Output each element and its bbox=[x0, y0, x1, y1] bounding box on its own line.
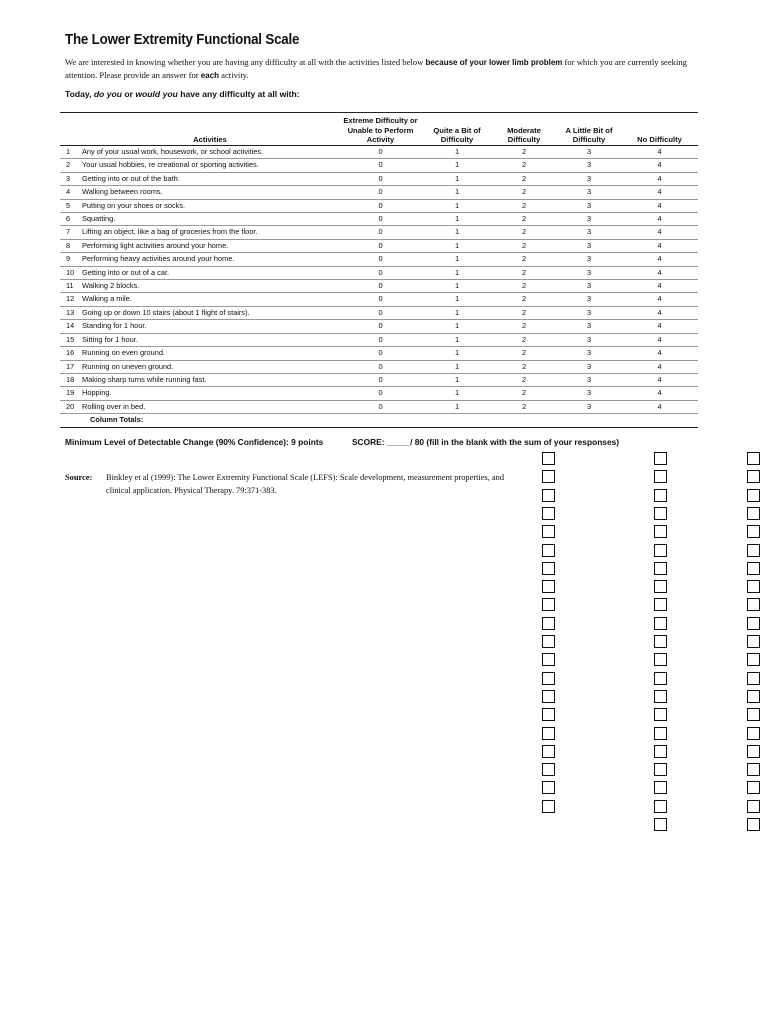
score-quite[interactable]: 1 bbox=[423, 172, 491, 185]
checkbox[interactable] bbox=[654, 800, 667, 813]
row-number: 8 bbox=[60, 239, 82, 252]
score-little[interactable]: 3 bbox=[557, 333, 621, 346]
score-none[interactable]: 4 bbox=[621, 266, 698, 279]
row-number: 19 bbox=[60, 387, 82, 400]
row-number: 15 bbox=[60, 333, 82, 346]
checkbox[interactable] bbox=[542, 690, 555, 703]
checkbox[interactable] bbox=[542, 635, 555, 648]
checkbox[interactable] bbox=[747, 489, 760, 502]
checkbox[interactable] bbox=[747, 470, 760, 483]
checkbox[interactable] bbox=[542, 672, 555, 685]
checkbox[interactable] bbox=[654, 635, 667, 648]
table-row bbox=[60, 226, 698, 239]
score-extreme[interactable]: 0 bbox=[338, 306, 423, 319]
source-label: Source: bbox=[65, 473, 93, 482]
checkbox[interactable] bbox=[747, 562, 760, 575]
score-none[interactable]: 4 bbox=[621, 320, 698, 333]
checkbox[interactable] bbox=[542, 617, 555, 630]
activity-label: Getting into or out of the bath. bbox=[82, 172, 338, 185]
score-little[interactable]: 3 bbox=[557, 360, 621, 373]
checkbox[interactable] bbox=[542, 763, 555, 776]
score-quite[interactable]: 1 bbox=[423, 199, 491, 212]
checkbox[interactable] bbox=[542, 544, 555, 557]
score-extreme[interactable]: 0 bbox=[338, 266, 423, 279]
score-little[interactable]: 3 bbox=[557, 306, 621, 319]
header-number bbox=[60, 113, 82, 146]
checkbox[interactable] bbox=[542, 800, 555, 813]
activity-label: Hopping. bbox=[82, 387, 338, 400]
checkbox[interactable] bbox=[747, 781, 760, 794]
checkbox[interactable] bbox=[747, 763, 760, 776]
checkbox[interactable] bbox=[747, 727, 760, 740]
score-moderate[interactable]: 2 bbox=[491, 306, 557, 319]
checkbox[interactable] bbox=[654, 617, 667, 630]
score-extreme[interactable]: 0 bbox=[338, 226, 423, 239]
checkbox[interactable] bbox=[654, 452, 667, 465]
checkbox[interactable] bbox=[747, 580, 760, 593]
checkbox[interactable] bbox=[654, 489, 667, 502]
score-little[interactable]: 3 bbox=[557, 146, 621, 159]
activity-label: Sitting for 1 hour. bbox=[82, 333, 338, 346]
row-number: 1 bbox=[60, 146, 82, 159]
activity-label: Running on uneven ground. bbox=[82, 360, 338, 373]
checkbox[interactable] bbox=[542, 507, 555, 520]
row-number: 7 bbox=[60, 226, 82, 239]
score-quite[interactable]: 1 bbox=[423, 226, 491, 239]
score-quite[interactable]: 1 bbox=[423, 320, 491, 333]
checkbox[interactable] bbox=[747, 617, 760, 630]
checkbox[interactable] bbox=[654, 727, 667, 740]
row-number: 16 bbox=[60, 347, 82, 360]
score-little[interactable]: 3 bbox=[557, 186, 621, 199]
score-little[interactable]: 3 bbox=[557, 373, 621, 386]
column-totals-row bbox=[60, 414, 698, 427]
score-moderate[interactable]: 2 bbox=[491, 186, 557, 199]
score-moderate[interactable]: 2 bbox=[491, 293, 557, 306]
score-little[interactable]: 3 bbox=[557, 400, 621, 413]
activity-label: Going up or down 10 stairs (about 1 flight of stairs). bbox=[82, 306, 338, 319]
score-little[interactable]: 3 bbox=[557, 347, 621, 360]
score-extreme[interactable]: 0 bbox=[338, 347, 423, 360]
checkbox[interactable] bbox=[747, 635, 760, 648]
score-quite[interactable]: 1 bbox=[423, 347, 491, 360]
score-quite[interactable]: 1 bbox=[423, 360, 491, 373]
row-number: 18 bbox=[60, 373, 82, 386]
row-number: 5 bbox=[60, 199, 82, 212]
score-moderate[interactable]: 2 bbox=[491, 347, 557, 360]
score-extreme[interactable]: 0 bbox=[338, 293, 423, 306]
table-row bbox=[60, 387, 698, 400]
intro-paragraph: We are interested in knowing whether you are having any difficulty at all with the activities listed below because of your lower limb problem for which you are currently seeking attention. Please provide an answer for each activity. bbox=[65, 57, 687, 80]
checkbox[interactable] bbox=[654, 470, 667, 483]
score-extreme[interactable]: 0 bbox=[338, 400, 423, 413]
score-moderate[interactable]: 2 bbox=[491, 400, 557, 413]
checkbox[interactable] bbox=[654, 818, 667, 831]
activity-label: Your usual hobbies, re creational or sporting activities. bbox=[82, 159, 338, 172]
table-row bbox=[60, 293, 698, 306]
row-number: 12 bbox=[60, 293, 82, 306]
lefs-table bbox=[60, 113, 698, 428]
table-row bbox=[60, 373, 698, 386]
score-none[interactable]: 4 bbox=[621, 146, 698, 159]
activity-label: Rolling over in bed. bbox=[82, 400, 338, 413]
row-number: 14 bbox=[60, 320, 82, 333]
table-row bbox=[60, 199, 698, 212]
score-none[interactable]: 4 bbox=[621, 347, 698, 360]
detectable-change-line bbox=[65, 437, 619, 447]
score-extreme[interactable]: 0 bbox=[338, 387, 423, 400]
activity-label: Lifting an object, like a bag of groceries from the floor. bbox=[82, 226, 338, 239]
score-little[interactable]: 3 bbox=[557, 226, 621, 239]
checkbox[interactable] bbox=[542, 653, 555, 666]
score-extreme[interactable]: 0 bbox=[338, 159, 423, 172]
row-number: 3 bbox=[60, 172, 82, 185]
table-row bbox=[60, 159, 698, 172]
score-little[interactable]: 3 bbox=[557, 293, 621, 306]
checkbox[interactable] bbox=[542, 470, 555, 483]
checkbox[interactable] bbox=[747, 800, 760, 813]
score-extreme[interactable]: 0 bbox=[338, 146, 423, 159]
score-moderate[interactable]: 2 bbox=[491, 172, 557, 185]
score-moderate[interactable]: 2 bbox=[491, 199, 557, 212]
checkbox[interactable] bbox=[747, 745, 760, 758]
checkbox[interactable] bbox=[747, 653, 760, 666]
checkbox[interactable] bbox=[542, 708, 555, 721]
total-extreme[interactable] bbox=[338, 414, 423, 427]
table-row bbox=[60, 306, 698, 319]
score-quite[interactable]: 1 bbox=[423, 333, 491, 346]
table-row bbox=[60, 253, 698, 266]
score-none[interactable]: 4 bbox=[621, 306, 698, 319]
table-row bbox=[60, 146, 698, 159]
checkbox[interactable] bbox=[654, 763, 667, 776]
score-moderate[interactable]: 2 bbox=[491, 373, 557, 386]
checkbox[interactable] bbox=[747, 708, 760, 721]
score-little[interactable]: 3 bbox=[557, 199, 621, 212]
header-a-little-bit: A Little Bit of Difficulty bbox=[557, 113, 621, 146]
score-quite[interactable]: 1 bbox=[423, 373, 491, 386]
score-none[interactable]: 4 bbox=[621, 253, 698, 266]
score-moderate[interactable]: 2 bbox=[491, 226, 557, 239]
activity-label: Walking between rooms. bbox=[82, 186, 338, 199]
score-little[interactable]: 3 bbox=[557, 280, 621, 293]
checkbox[interactable] bbox=[654, 690, 667, 703]
score-little[interactable]: 3 bbox=[557, 320, 621, 333]
score-little[interactable]: 3 bbox=[557, 253, 621, 266]
checkbox[interactable] bbox=[747, 672, 760, 685]
activity-label: Walking 2 blocks. bbox=[82, 280, 338, 293]
score-quite[interactable]: 1 bbox=[423, 280, 491, 293]
detectable-change-text: Minimum Level of Detectable Change (90% Confidence): 9 points bbox=[65, 437, 324, 447]
score-moderate[interactable]: 2 bbox=[491, 387, 557, 400]
source-line-1: Binkley et al (1999): The Lower Extremity Functional Scale (LEFS): Scale development, measurement properties, and bbox=[106, 473, 505, 482]
checkbox[interactable] bbox=[654, 653, 667, 666]
checkbox[interactable] bbox=[542, 489, 555, 502]
score-moderate[interactable]: 2 bbox=[491, 333, 557, 346]
header-moderate: Moderate Difficulty bbox=[491, 113, 557, 146]
score-quite[interactable]: 1 bbox=[423, 253, 491, 266]
checkbox[interactable] bbox=[747, 818, 760, 831]
score-extreme[interactable]: 0 bbox=[338, 333, 423, 346]
row-number: 6 bbox=[60, 213, 82, 226]
checkbox[interactable] bbox=[542, 598, 555, 611]
score-moderate[interactable]: 2 bbox=[491, 266, 557, 279]
checkbox[interactable] bbox=[654, 672, 667, 685]
total-moderate[interactable] bbox=[491, 414, 557, 427]
score-quite[interactable]: 1 bbox=[423, 213, 491, 226]
table-row bbox=[60, 320, 698, 333]
checkbox[interactable] bbox=[542, 562, 555, 575]
checkbox[interactable] bbox=[654, 598, 667, 611]
table-header-row bbox=[60, 113, 698, 146]
score-quite[interactable]: 1 bbox=[423, 387, 491, 400]
table-row bbox=[60, 347, 698, 360]
score-field[interactable]: SCORE: _____/ 80 (fill in the blank with the sum of your responses) bbox=[351, 437, 620, 447]
score-moderate[interactable]: 2 bbox=[491, 320, 557, 333]
row-number: 17 bbox=[60, 360, 82, 373]
activity-label: Running on even ground. bbox=[82, 347, 338, 360]
score-moderate[interactable]: 2 bbox=[491, 280, 557, 293]
checkbox[interactable] bbox=[654, 745, 667, 758]
activity-label: Getting into or out of a car. bbox=[82, 266, 338, 279]
checkbox[interactable] bbox=[654, 781, 667, 794]
checkbox[interactable] bbox=[747, 525, 760, 538]
score-moderate[interactable]: 2 bbox=[491, 213, 557, 226]
checkbox[interactable] bbox=[542, 727, 555, 740]
checkbox[interactable] bbox=[654, 507, 667, 520]
checkbox[interactable] bbox=[747, 452, 760, 465]
score-quite[interactable]: 1 bbox=[423, 400, 491, 413]
checkbox[interactable] bbox=[747, 690, 760, 703]
score-moderate[interactable]: 2 bbox=[491, 146, 557, 159]
table-row bbox=[60, 213, 698, 226]
checkbox[interactable] bbox=[542, 580, 555, 593]
header-no-difficulty: No Difficulty bbox=[621, 113, 698, 146]
checkbox[interactable] bbox=[654, 580, 667, 593]
checkbox[interactable] bbox=[654, 562, 667, 575]
score-extreme[interactable]: 0 bbox=[338, 320, 423, 333]
score-little[interactable]: 3 bbox=[557, 239, 621, 252]
score-none[interactable]: 4 bbox=[621, 239, 698, 252]
score-none[interactable]: 4 bbox=[621, 333, 698, 346]
score-extreme[interactable]: 0 bbox=[338, 199, 423, 212]
score-none[interactable]: 4 bbox=[621, 213, 698, 226]
checkbox[interactable] bbox=[654, 525, 667, 538]
score-quite[interactable]: 1 bbox=[423, 306, 491, 319]
table-row bbox=[60, 400, 698, 413]
checkbox[interactable] bbox=[542, 781, 555, 794]
score-none[interactable]: 4 bbox=[621, 293, 698, 306]
activity-label: Walking a mile. bbox=[82, 293, 338, 306]
score-extreme[interactable]: 0 bbox=[338, 360, 423, 373]
checkbox[interactable] bbox=[542, 745, 555, 758]
score-none[interactable]: 4 bbox=[621, 280, 698, 293]
score-little[interactable]: 3 bbox=[557, 213, 621, 226]
activity-label: Putting on your shoes or socks. bbox=[82, 199, 338, 212]
score-extreme[interactable]: 0 bbox=[338, 213, 423, 226]
header-activities: Activities bbox=[82, 113, 338, 146]
score-little[interactable]: 3 bbox=[557, 172, 621, 185]
table-row bbox=[60, 186, 698, 199]
score-extreme[interactable]: 0 bbox=[338, 172, 423, 185]
score-moderate[interactable]: 2 bbox=[491, 253, 557, 266]
activity-label: Any of your usual work, housework, or school activities. bbox=[82, 146, 338, 159]
activity-label: Squatting. bbox=[82, 213, 338, 226]
checkbox[interactable] bbox=[747, 544, 760, 557]
total-none[interactable] bbox=[621, 414, 698, 427]
total-little[interactable] bbox=[557, 414, 621, 427]
score-quite[interactable]: 1 bbox=[423, 266, 491, 279]
score-quite[interactable]: 1 bbox=[423, 186, 491, 199]
score-none[interactable]: 4 bbox=[621, 387, 698, 400]
score-extreme[interactable]: 0 bbox=[338, 280, 423, 293]
checkbox[interactable] bbox=[747, 598, 760, 611]
score-quite[interactable]: 1 bbox=[423, 293, 491, 306]
total-quite[interactable] bbox=[423, 414, 491, 427]
score-extreme[interactable]: 0 bbox=[338, 253, 423, 266]
source-citation bbox=[65, 471, 504, 497]
table-row bbox=[60, 266, 698, 279]
table-row bbox=[60, 333, 698, 346]
row-number: 2 bbox=[60, 159, 82, 172]
checkbox[interactable] bbox=[542, 452, 555, 465]
activity-label: Performing light activities around your home. bbox=[82, 239, 338, 252]
activity-label: Standing for 1 hour. bbox=[82, 320, 338, 333]
checkbox[interactable] bbox=[747, 507, 760, 520]
score-moderate[interactable]: 2 bbox=[491, 239, 557, 252]
score-little[interactable]: 3 bbox=[557, 266, 621, 279]
score-moderate[interactable]: 2 bbox=[491, 159, 557, 172]
column-totals-label: Column Totals: bbox=[82, 414, 338, 427]
score-little[interactable]: 3 bbox=[557, 387, 621, 400]
score-little[interactable]: 3 bbox=[557, 159, 621, 172]
question-prompt: Today, do you or would you have any difficulty at all with: bbox=[65, 89, 300, 99]
score-extreme[interactable]: 0 bbox=[338, 186, 423, 199]
score-none[interactable]: 4 bbox=[621, 186, 698, 199]
score-none[interactable]: 4 bbox=[621, 199, 698, 212]
checkbox[interactable] bbox=[654, 544, 667, 557]
header-quite-a-bit: Quite a Bit of Difficulty bbox=[423, 113, 491, 146]
row-number: 10 bbox=[60, 266, 82, 279]
header-extreme-difficulty: Extreme Difficulty or Unable to Perform Activity bbox=[338, 113, 423, 146]
score-none[interactable]: 4 bbox=[621, 373, 698, 386]
score-extreme[interactable]: 0 bbox=[338, 373, 423, 386]
activity-label: Performing heavy activities around your home. bbox=[82, 253, 338, 266]
checkbox[interactable] bbox=[654, 708, 667, 721]
table-row bbox=[60, 172, 698, 185]
score-quite[interactable]: 1 bbox=[423, 146, 491, 159]
row-number: 11 bbox=[60, 280, 82, 293]
row-number: 4 bbox=[60, 186, 82, 199]
score-none[interactable]: 4 bbox=[621, 400, 698, 413]
score-none[interactable]: 4 bbox=[621, 159, 698, 172]
row-number: 9 bbox=[60, 253, 82, 266]
form-title: The Lower Extremity Functional Scale bbox=[65, 32, 300, 48]
score-quite[interactable]: 1 bbox=[423, 159, 491, 172]
score-extreme[interactable]: 0 bbox=[338, 239, 423, 252]
table-row bbox=[60, 239, 698, 252]
row-number: 13 bbox=[60, 306, 82, 319]
score-moderate[interactable]: 2 bbox=[491, 360, 557, 373]
checkbox[interactable] bbox=[542, 525, 555, 538]
score-none[interactable]: 4 bbox=[621, 360, 698, 373]
table-row bbox=[60, 360, 698, 373]
source-line-2: clinical application. Physical Therapy. 79:371-383. bbox=[106, 486, 277, 495]
table-row bbox=[60, 280, 698, 293]
row-number: 20 bbox=[60, 400, 82, 413]
activity-label: Making sharp turns while running fast. bbox=[82, 373, 338, 386]
score-none[interactable]: 4 bbox=[621, 226, 698, 239]
score-quite[interactable]: 1 bbox=[423, 239, 491, 252]
score-none[interactable]: 4 bbox=[621, 172, 698, 185]
